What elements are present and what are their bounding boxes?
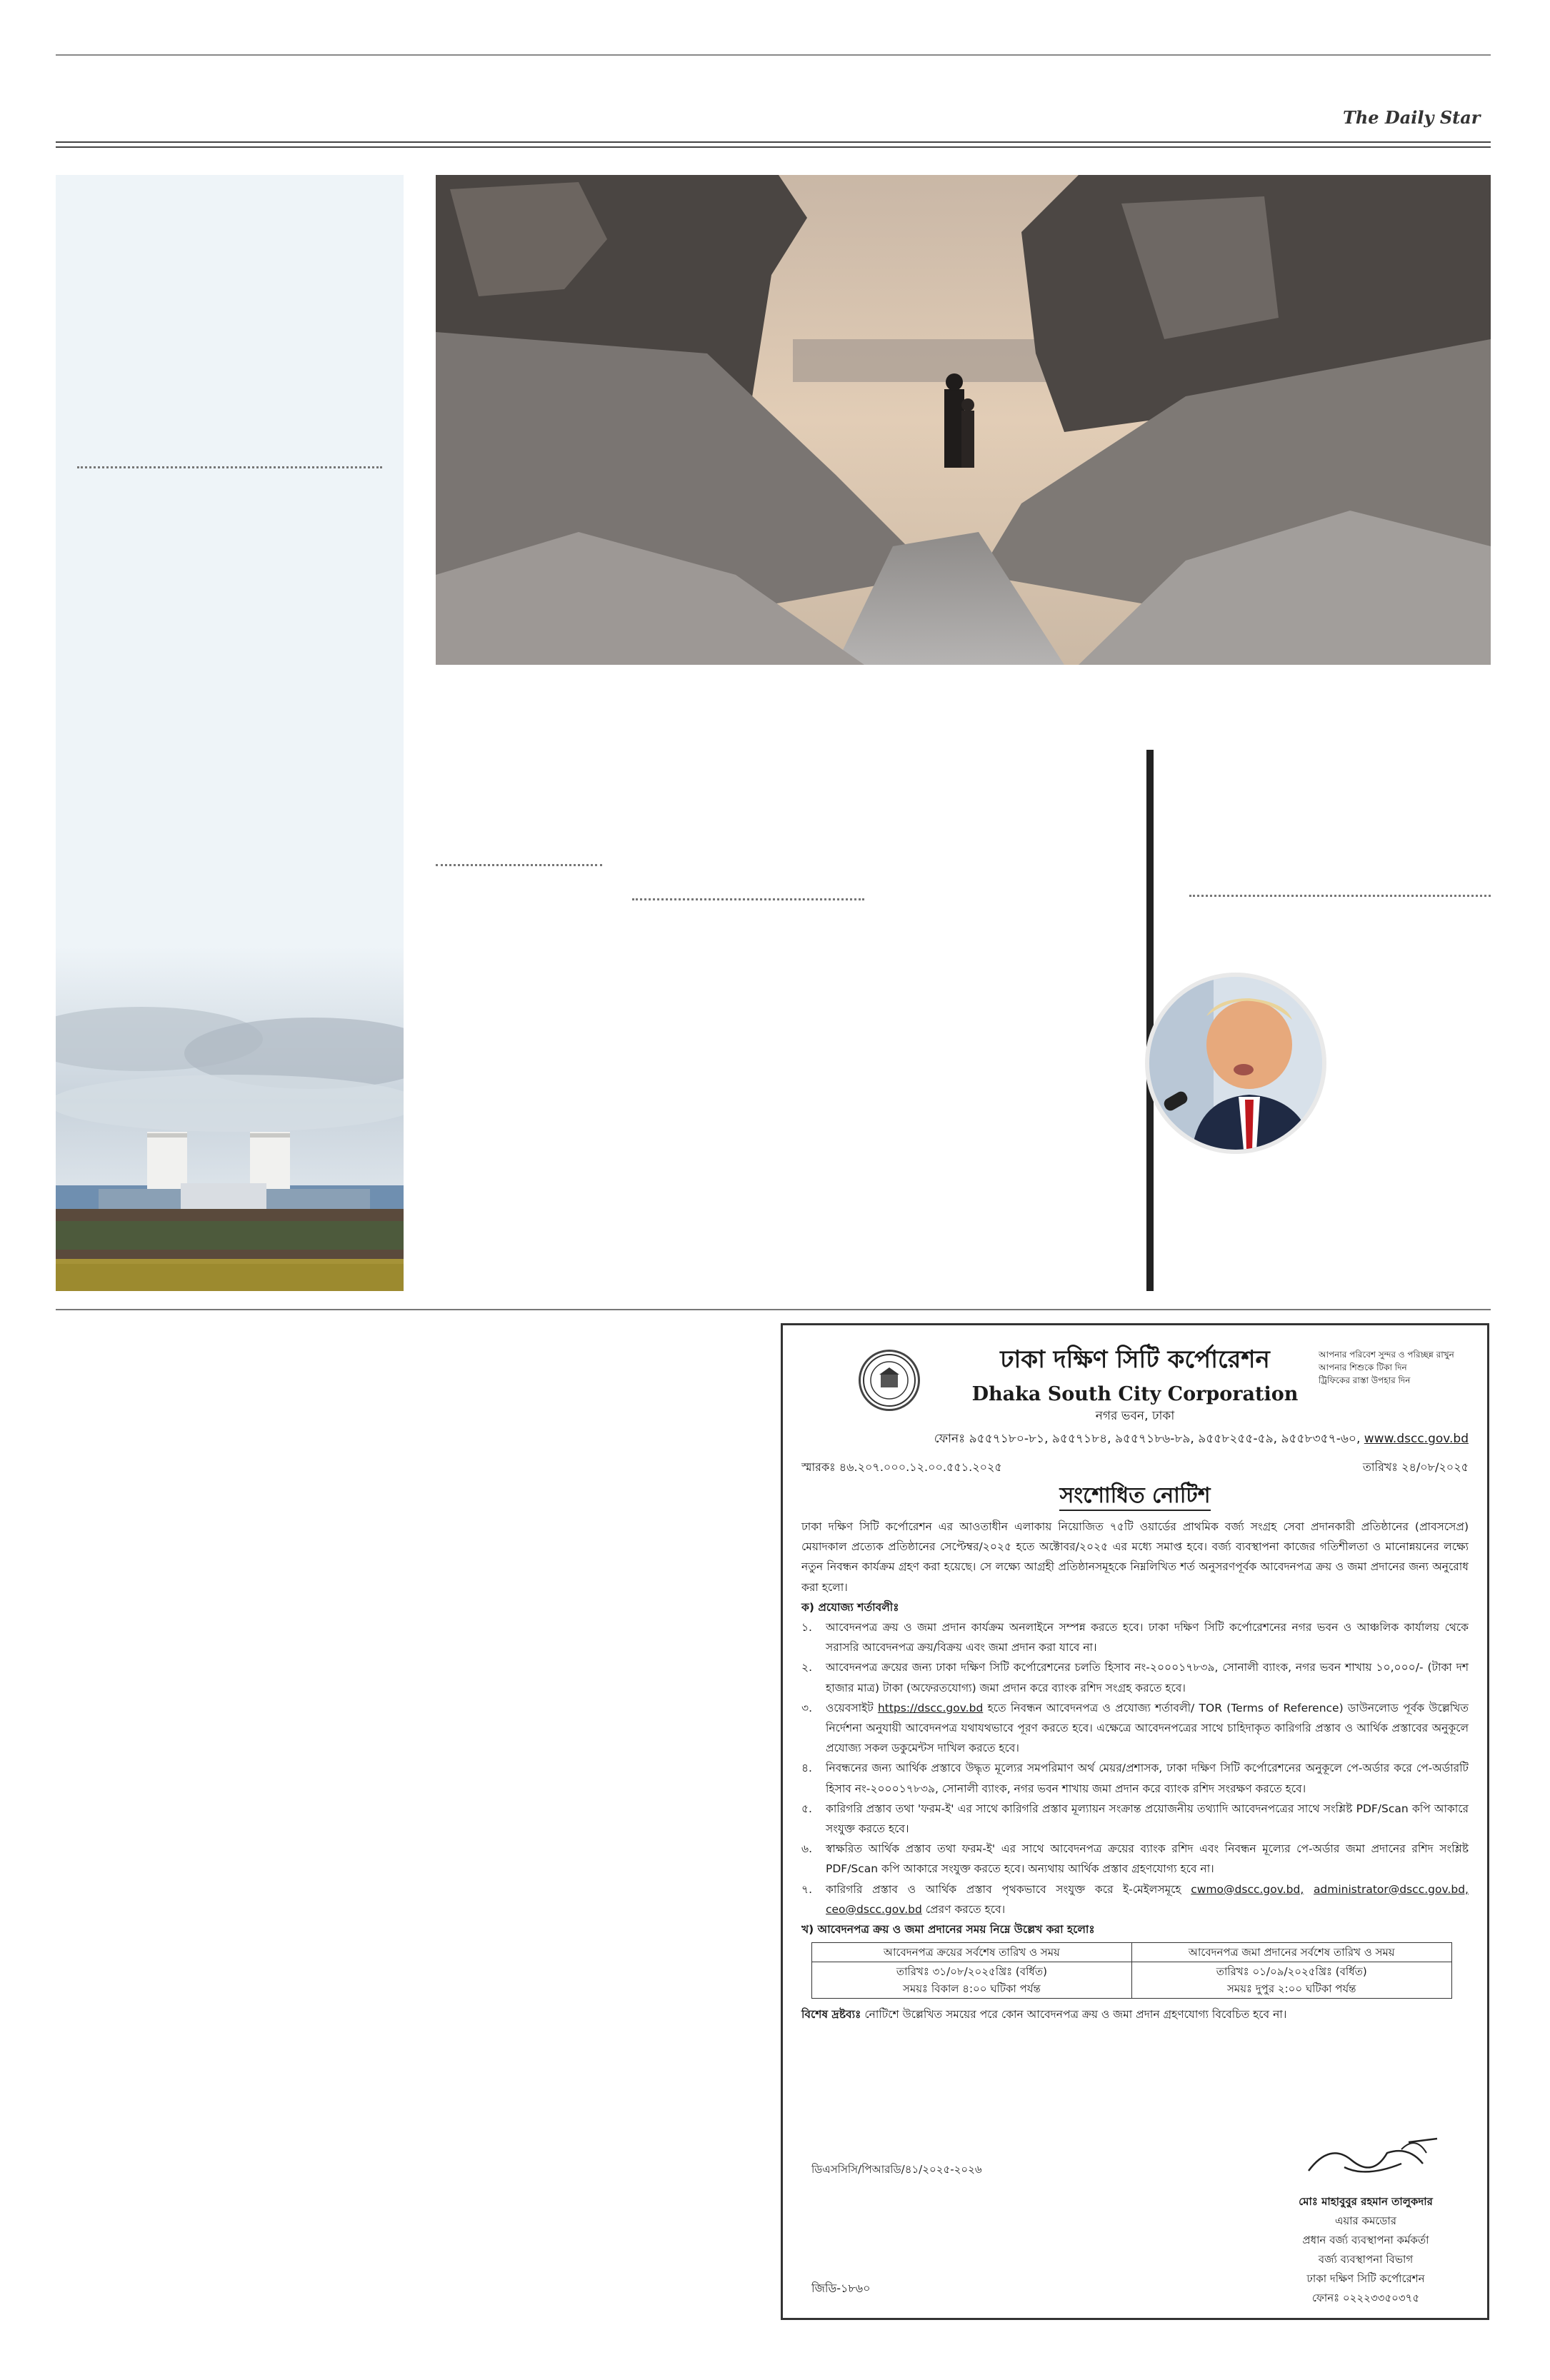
table-row: [812, 1962, 1452, 1999]
dscc-notice: [781, 1323, 1489, 2320]
table-cell: [812, 1962, 1132, 1999]
signatory-org: ঢাকা দক্ষিণ সিটি কর্পোরেশন: [1306, 2272, 1425, 2285]
email-link-cwmo[interactable]: cwmo@dscc.gov.bd,: [1191, 1882, 1304, 1896]
org-name-english: Dhaka South City Corporation: [971, 1383, 1299, 1405]
email-link-ceo[interactable]: ceo@dscc.gov.bd: [826, 1902, 922, 1916]
website-link[interactable]: www.dscc.gov.bd: [1364, 1432, 1469, 1446]
submission-deadline-date: তারিখঃ ০১/০৯/২০২৫খ্রিঃ (বর্ধিত): [1216, 1965, 1367, 1979]
signatory-department: বর্জ্য ব্যবস্থাপনা বিভাগ: [1318, 2253, 1414, 2266]
signatory-name: মোঃ মাহাবুবুর রহমান তালুকদার: [1299, 2195, 1433, 2208]
signatory-rank: এয়ার কমডোর: [1334, 2214, 1397, 2227]
term-text: আবেদনপত্র ক্রয়ের জন্য ঢাকা দক্ষিণ সিটি কর্পোরেশনের চলতি হিসাব নং-২০০০১৭৮৩৯, সোনালী ব্যাংক, নগর ভবন শাখায় ১০,০০০/- (টাকা দশ হাজার মাত্র) টাকা (অফেরতযোগ্য) জমা প্রদান করে ব্যাংক রশিদ সংগ্রহ করতে হবে।: [826, 1661, 1469, 1694]
term-text: কারিগরি প্রস্তাব তথা 'ফরম-ই' এর সাথে কারিগরি প্রস্তাব মূল্যায়ন সংক্রান্ত প্রয়োজনীয় তথ্যাদি আবেদনপত্রের সাথে সংশ্লিষ্ট PDF/Scan কপি আকারে সংযুক্ত করতে হবে।: [826, 1802, 1469, 1836]
term-item: [801, 1617, 1469, 1657]
term-number: ৪.: [801, 1762, 812, 1775]
signatory-phone: ফোনঃ ০২২২৩৩৫০৩৭৫: [1311, 2291, 1420, 2304]
signatory-block: [1259, 2192, 1473, 2308]
sidebar-divider: [77, 466, 382, 468]
gaza-rubble-photo: [436, 175, 1491, 665]
header-rule-1: [56, 141, 1491, 143]
schedule-table: [811, 1942, 1452, 1999]
article-divider-2: [632, 898, 864, 900]
portrait-photo: [1145, 973, 1326, 1154]
term-text: নিবন্ধনের জন্য আর্থিক প্রস্তাবে উদ্ধৃত মূল্যের সমপরিমাণ অর্থ মেয়র/প্রশাসক, ঢাকা দক্ষিণ সিটি কর্পোরেশনের অনুকূলে পে-অর্ডার করে পে-অর্ডারটি হিসাব নং-২০০০১৭৮৩৯, সোনালী ব্যাংক, নগর ভবন শাখায় জমা প্রদান করে ব্যাংক রশিদ সংরক্ষণ করতে হবে।: [826, 1762, 1469, 1795]
term-number: ৬.: [801, 1842, 813, 1856]
term-text: প্রেরণ করতে হবে।: [925, 1902, 1006, 1916]
special-note: [801, 2004, 1469, 2024]
term-item: [801, 1657, 1469, 1697]
lower-rule: [56, 1309, 1491, 1310]
table-row: [812, 1943, 1452, 1962]
memo-number: স্মারকঃ ৪৬.২০৭.০০০.১২.০০.৫৫১.২০২৫: [801, 1460, 1002, 1474]
term-text: হতে নিবন্ধন আবেদনপত্র ও প্রযোজ্য শর্তাবলী/ TOR (Terms of Reference) ডাউনলোড পূর্বক উল্লেখিত নির্দেশনা অনুযায়ী আবেদনপত্র যথাযথভাবে পূরণ করতে হবে। এক্ষেত্রে আবেদনপত্রের সাথে চাহিদাকৃত কারিগরি প্রস্তাব ও আর্থিক প্রস্তাবের অনুকূলে প্রযোজ্য সকল ডকুমেন্টস দাখিল করতে হবে।: [826, 1701, 1469, 1755]
signatory-designation: প্রধান বর্জ্য ব্যবস্থাপনা কর্মকর্তা: [1302, 2234, 1429, 2246]
purchase-deadline-time: সময়ঃ বিকাল ৪:০০ ঘটিকা পর্যন্ত: [902, 1982, 1041, 1996]
section-a-heading: ক) প্রযোজ্য শর্তাবলীঃ: [801, 1600, 899, 1614]
term-number: ৭.: [801, 1882, 813, 1896]
power-plant-photo: [56, 946, 404, 1291]
special-note-label: বিশেষ দ্রষ্টব্যঃ: [801, 2008, 861, 2022]
term-text: আবেদনপত্র ক্রয় ও জমা প্রদান কার্যক্রম অনলাইনে সম্পন্ন করতে হবে। ঢাকা দক্ষিণ সিটি কর্পোরেশনের নগর ভবন ও আঞ্চলিক কার্যালয় থেকে সরাসরি আবেদনপত্র ক্রয়/বিক্রয় এবং জমা প্রদান করা যাবে না।: [826, 1621, 1469, 1655]
phone-numbers: ফোনঃ ৯৫৫৭১৮০-৮১, ৯৫৫৭১৮৪, ৯৫৫৭১৮৬-৮৯, ৯৫৫৮২৫৫-৫৯, ৯৫৫৮৩৫৭-৬০,: [934, 1432, 1361, 1446]
dscc-website-link[interactable]: https://dscc.gov.bd: [877, 1701, 984, 1714]
masthead-logo: The Daily Star: [1343, 107, 1481, 128]
reference-number: ডিএসসিসি/পিআরডি/৪১/২০২৫-২০২৬: [811, 2163, 982, 2176]
term-item: [801, 1758, 1469, 1798]
term-number: ৫.: [801, 1802, 812, 1815]
notice-title: [801, 1477, 1469, 1516]
slogan-line: আপনার পরিবেশ সুন্দর ও পরিচ্ছন্ন রাখুন: [1319, 1350, 1454, 1360]
submission-deadline-time: সময়ঃ দুপুর ২:০০ ঘটিকা পর্যন্ত: [1226, 1982, 1356, 1996]
slogan-line: ট্রিফিকের রাস্তা উপহার দিন: [1319, 1375, 1411, 1385]
right-column-divider: [1189, 895, 1491, 897]
table-header: আবেদনপত্র জমা প্রদানের সর্বশেষ তারিখ ও সময়: [1131, 1943, 1451, 1962]
gd-number: জিডি-১৮৬০: [811, 2281, 871, 2295]
table-cell: [1131, 1962, 1451, 1999]
term-item: [801, 1799, 1469, 1839]
intro-paragraph: ঢাকা দক্ষিণ সিটি কর্পোরেশন এর আওতাধীন এলাকায় নিয়োজিত ৭৫টি ওয়ার্ডের প্রাথমিক বর্জ্য সংগ্রহ সেবা প্রদানকারী প্রতিষ্ঠানের (প্রাবসসেপ্র) মেয়াদকাল প্রত্যেক প্রতিষ্ঠানের সেপ্টেম্বর/২০২৫ হতে অক্টোবর/২০২৫ এর মধ্যে সমাপ্ত হবে। বর্জ্য ব্যবস্থাপনা কাজের গতিশীলতা ও মানোন্নয়নের লক্ষ্যে নতুন নিবন্ধন কার্যক্রম গ্রহণ করা হয়েছে। সে লক্ষ্যে আগ্রহী প্রতিষ্ঠানসমূহকে নিম্নলিখিত শর্ত অনুসরণপূর্বক আবেদনপত্র ক্রয় ও জমা প্রদানের জন্য অনুরোধ করা হলো।: [801, 1520, 1469, 1594]
purchase-deadline-date: তারিখঃ ৩১/০৮/২০২৫খ্রিঃ (বর্ধিত): [896, 1965, 1047, 1979]
term-item: [801, 1698, 1469, 1759]
header-rule-2: [56, 146, 1491, 148]
term-item: [801, 1879, 1469, 1919]
term-number: ৩.: [801, 1701, 813, 1714]
section-b-heading: খ) আবেদনপত্র ক্রয় ও জমা প্রদানের সময় নিম্নে উল্লেখ করা হলোঃ: [801, 1923, 1095, 1937]
term-item: [801, 1839, 1469, 1879]
signature-image: [1301, 2128, 1444, 2185]
org-name-bengali: ঢাকা দক্ষিণ সিটি কর্পোরেশন: [1000, 1345, 1270, 1374]
phone-line: [934, 1428, 1469, 1450]
term-text: ওয়েবসাইট: [826, 1701, 874, 1714]
top-rule: [56, 54, 1491, 56]
special-note-text: নোটিশে উল্লেখিত সময়ের পরে কোন আবেদনপত্র ক্রয় ও জমা প্রদান গ্রহণযোগ্য বিবেচিত হবে না।: [864, 2008, 1287, 2022]
notice-date: তারিখঃ ২৪/০৮/২০২৫: [1362, 1460, 1469, 1474]
term-number: ১.: [801, 1621, 812, 1635]
table-header: আবেদনপত্র ক্রয়ের সর্বশেষ তারিখ ও সময়: [812, 1943, 1132, 1962]
notice-title-text: সংশোধিত নোটিশ: [1059, 1483, 1210, 1511]
terms-list: [801, 1617, 1469, 1919]
slogan: [1319, 1348, 1469, 1387]
email-link-administrator[interactable]: administrator@dscc.gov.bd,: [1313, 1882, 1469, 1896]
article-divider-1: [436, 864, 602, 866]
column-rule: [1146, 750, 1154, 1291]
notice-body: [801, 1517, 1469, 2024]
term-number: ২.: [801, 1661, 813, 1674]
slogan-line: আপনার শিশুকে টিকা দিন: [1319, 1362, 1407, 1372]
sidebar-panel: [56, 175, 404, 1291]
term-text: কারিগরি প্রস্তাব ও আর্থিক প্রস্তাব পৃথকভাবে সংযুক্ত করে ই-মেইলসমূহে: [826, 1882, 1181, 1896]
org-address: নগর ভবন, ঢাকা: [1095, 1409, 1175, 1423]
term-text: স্বাক্ষরিত আর্থিক প্রস্তাব তথা ফরম-ই' এর সাথে আবেদনপত্র ক্রয়ের ব্যাংক রশিদ এবং নিবন্ধন মূল্যের পে-অর্ডার জমা প্রদানের রশিদ সংশ্লিষ্ট PDF/Scan কপি আকারে সংযুক্ত করতে হবে। অন্যথায় আর্থিক প্রস্তাব গ্রহণযোগ্য হবে না।: [826, 1842, 1469, 1876]
